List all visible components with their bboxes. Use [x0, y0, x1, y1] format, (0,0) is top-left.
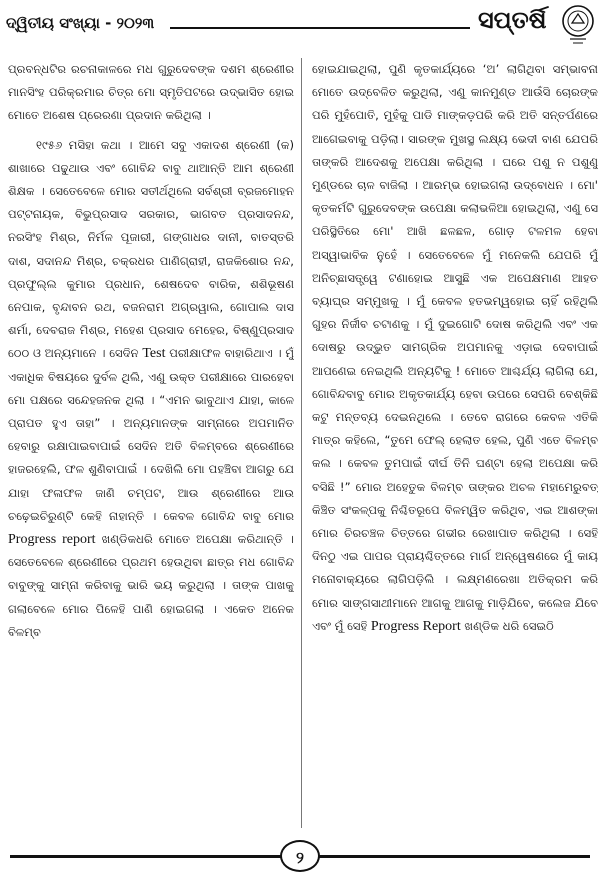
page-number: ୨	[280, 840, 320, 872]
right-column	[312, 58, 598, 828]
article-body	[0, 58, 600, 828]
paragraph: ପ୍ରବନ୍ଧଟିର ରଚନାକାଳରେ ମଧ ଗୁରୁଦେବଙ୍କ ଦଶମ ଶ୍ରେଣୀର ମାନସିଂହ ପରିକ୍ରମାର ଚିତ୍ର ମୋ ସ୍ମୃତିପଟରେ ଉଦ୍‌ଭାସିତ ହୋଇ ମୋତେ ଅଶେଷ ପ୍ରେରଣା ପ୍ରଦାନ କରିଥିଲା ।	[8, 62, 294, 123]
page-header	[0, 0, 600, 58]
paragraph	[8, 134, 294, 644]
left-column	[8, 58, 294, 828]
issue-label: ଦ୍ୱିତୀୟ ସଂଖ୍ୟା - ୨୦୨୩	[6, 14, 155, 32]
text-run-english: Progress Report	[370, 618, 461, 634]
text-run: ହୋଇଯାଇଥିଲା, ପୁଣି କୃତକାର୍ଯ୍ୟରେ ‘ଅ’ ଲାଗିଥିବା ସମ୍ଭାବନା ମୋତେ ଉଦ୍‌ବେଳିତ କରୁଥିଲା, ଏଣୁ କାନମୁଣ୍ଡ ଆଉଁସି ଚୋରଙ୍କ ପରି ମୁହଁପୋତି, ମୁହଁକୁ ପାଡି ମାଙ୍କଡ଼ପରି କରି ଅତି ସନ୍ତର୍ପଣରେ ଆଗେଇବାକୁ ପଡ଼ିଲା। ସାରଙ୍କ ମୁଖସ୍ଥ ଲକ୍ଷ୍ୟ ଭେଦୀ ବାଣ ଯେପରି ତାଙ୍କରି ଆଦେଶକୁ ଅପେକ୍ଷା କରିଥିଲା । ଘରେ ପଶୁ ନ ପଶୁଣୁ ମୁଣ୍ଡରେ ଚାଳ ବାଜିଲା । ଆରମ୍ଭ ହୋଇଗଲା ଉଦ୍‌ବୋଧନ । ମୋ' କୃତକର୍ମଟି ଗୁରୁଦେବଙ୍କ ଉପେକ୍ଷା କଲାଭଳିଆ ହୋଇଥିଲା, ଏଣୁ ସେ ପରିସ୍ଥିତିରେ ମୋ' ଆଖି ଛଳଛଳ, ଗୋଡ଼ ଟଳମଳ ହେବା ଅସ୍ୱାଭାବିକ ନୁହେଁ । ସେତେବେଳେ ମୁଁ ମନେକଲି ଯେପରି ମୁଁ ଅନିଚ୍ଛାସତ୍ତ୍ୱେ ଟଣାହୋଇ ଆସୁଛି ଏକ ଅପେକ୍ଷମାଣ ଆହତ ବ୍ୟାଘ୍ର ସମ୍ମୁଖକୁ । ମୁଁ କେବଳ ହତଭମ୍ୱହୋଇ ଚାହିଁ ରହିଥିଲି ଗୁହର ନିର୍ଜୀବ ଚଟାଣକୁ । ମୁଁ ଦୁଇଗୋଟି ଦୋଷ କରିଥିଲି ଏବଂ ଏକ ଦୋଷରୁ ଉଦ୍ଭୁତ ସାମଗ୍ରିକ ଅପମାନକୁ ଏଡ଼ାଇ ଦେବାପାଇଁ ଆପଣେଇ ନେଇଥିଲି ଅନ୍ୟଟିକୁ ! ମୋତେ ଆଶ୍ଚର୍ଯ୍ୟ ଲାଗିଲା ଯେ, ଗୋବିନ୍ଦବାବୁ ମୋର ଅକୃତକାର୍ଯ୍ୟ ହେବା ଉପରେ ସେପରି ବେଶ୍‌କିଛି କଟୁ ମନ୍ତବ୍ୟ ଦେଇନଥିଲେ । ତେବେ ରାଗରେ କେବଳ ଏତିକି ମାତ୍ର କହିଲେ, “ତୁମେ ଫେଲ୍ ହେଲାତ ହେଲ, ପୁଣି ଏତେ ବିଳମ୍ବ କଲ । କେବଳ ତୁମପାଇଁ ଦୀର୍ଘ ତିନି ଘଣ୍ଟା ହେଲା ଅପେକ୍ଷା କରି ବସିଛି !” ମୋର ଅହେତୁକ ବିଳମ୍ବ ତାଙ୍କର ଅଚଳ ମହାମେରୁବତ୍ କିଞ୍ଚିତ ସଂକଳ୍ପକୁ ନିଶ୍ଚିତରୂପେ ବିଳମ୍ୱିତ କରିଥିବ, ଏଇ ଆଶଙ୍କା ମୋର ଚିରଚଞ୍ଚଳ ଚିତ୍ତରେ ଗଭୀର ରେଖାପାତ କରିଥିଲା । ସେହି ଦିନଠୁ ଏଇ ପାପର ପ୍ରାୟଶ୍ଚିତ୍ତରେ ମାର୍ଗ ଅନ୍ୱେଷଣରେ ମୁଁ କାୟ ମନୋବାକ୍ୟରେ ଲାଗିପଡ଼ିଲି । ଲକ୍ଷ୍ମଣରେଖା ଅତିକ୍ରମ କରି ମୋର ସାଙ୍ଗସାଥୀମାନେ ଆଗକୁ ଆଗକୁ ମାଡ଼ିଯିବେ, କଲେଜ ଯିବେ ଏବଂ ମୁଁ ସେହି	[312, 62, 598, 633]
text-run: ୧୯୫୬ ମସିହା କଥା । ଆମେ ସବୁ ଏକାଦଶ ଶ୍ରେଣୀ (କ) ଶାଖାରେ ପଢୁଥାଉ ଏବଂ ଗୋବିନ୍ଦ ବାବୁ ଥାଆନ୍ତି ଆମ ଶ୍ରେଣୀ ଶିକ୍ଷକ । ସେତେବେଳେ ମୋର ସତୀର୍ଥଥିଲେ ସର୍ବଶ୍ରୀ ବ୍ରଜମୋହନ ପଟ୍ଟନାୟକ, ବିଭୁପ୍ରସାଦ ସରକାର, ଭାଗବତ ପ୍ରସାଦନନ୍ଦ, ନରସିଂହ ମିଶ୍ର, ନିର୍ମଳ ପୂଜାରୀ, ଗଙ୍ଗାଧର ଦାନୀ, ବାତସ୍ତରି ଦାଶ, ସଦାନନ୍ଦ ମିଶ୍ର, ଚକ୍ରଧର ପାଣିଗ୍ରାହୀ, ରାଜକିଶୋର ନନ୍ଦ, ପ୍ରଫୁଲ୍ଲ କୁମାର ପ୍ରଧାନ, ଶେଷଦେବ ବାରିକ, ଶଶିଭୂଷଣ ନେପାକ, ବୃନ୍ଦାବନ ରଥ, ବଜନରାମ ଅଗ୍ରୱାଲ, ଗୋପାଲ ଦାସ ଶର୍ମା, ଦେବରାଜ ମିଶ୍ର, ମହେଶ ପ୍ରସାଦ ମେହେର, ବିଷ୍ଣୁପ୍ରସାଦ ଠେଠ ଓ ଅନ୍ୟମାନେ । ସେଦିନ	[8, 137, 294, 361]
column-divider	[301, 58, 302, 828]
header-rule	[170, 27, 470, 29]
text-run: ପରୀକ୍ଷାଫଳ ବାହାରିଥାଏ । ମୁଁ ଏକାଧିକ ବିଷୟରେ ଦୁର୍ବଳ ଥିଲି, ଏଣୁ ଉକ୍ତ ପରୀକ୍ଷାରେ ପାରହେବା ମୋ ପକ୍ଷରେ ସନ୍ଦେହଜନକ ଥିଲା । “ଏମନ ଭାବୁଥାଏ ଯାହା, କାଳେ ପ୍ରାପତ ହୁଏ ତାହା” । ଅନ୍ୟମାନଙ୍କ ସାମ୍ନାରେ ଅପମାନିତ ହେବାରୁ ରକ୍ଷାପାଇବାପାଇଁ ସେଦିନ ଅତି ବିଳମ୍ବରେ ଶ୍ରେଣୀରେ ହାଜରହେଲି, ଫଳ ଶୁଣିବାପାଇଁ । ଦେଖିଲି ମୋ ପହଞ୍ଚିବା ଆଗରୁ ଯେ ଯାହା ଫଳାଫଳ ଜାଣି ଚମ୍ପଟ, ଆଉ ଶ୍ରେଣୀରେ ଆଉ ଚଢ଼େଇଚିରୁଣ୍ଟି କେହି ନାହାନ୍ତି । କେବଳ ଗୋବିନ୍ଦ ବାବୁ ମୋର	[8, 346, 294, 523]
paragraph	[312, 58, 598, 638]
text-run: ଖଣ୍ଡିକଧରି ମୋତେ ଅପେକ୍ଷା କରିଥାନ୍ତି । ସେତେବେଳେ ଶ୍ରେଣୀରେ ପ୍ରଥମ ହେଉଥିବା ଛାତ୍ର ମଧ ଗୋବିନ୍ଦ ବାବୁଙ୍କୁ ସାମ୍ନା କରିବାକୁ ଭାରି ଭୟ କରୁଥିଲା । ତାଙ୍କ ପାଖକୁ ଗଲାବେଳେ ମୋର ପିଳେହି ପାଣି ହୋଇଗଲା । ଏକେତ ଅନେକ ବିଳମ୍ବ	[8, 532, 294, 639]
text-run: ଖଣ୍ଡିକ ଧରି ସେଇଠି	[464, 618, 554, 633]
institution-seal-icon	[560, 3, 596, 45]
magazine-title: ସପ୍ତର୍ଷି	[478, 6, 547, 34]
page-footer	[0, 835, 600, 875]
text-run-english: Test	[142, 346, 166, 362]
text-run-english: Progress report	[8, 532, 96, 548]
